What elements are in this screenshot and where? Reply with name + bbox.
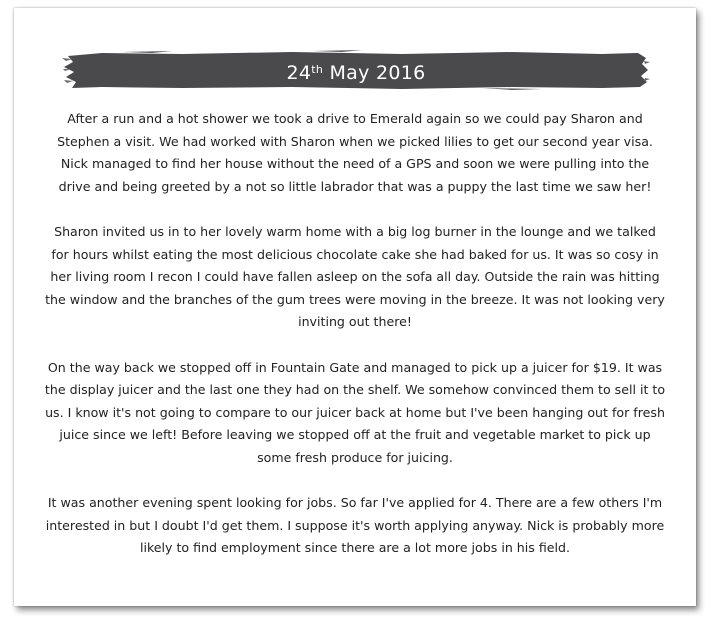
paragraph-1: After a run and a hot shower we took a drive to Emerald again so we could pay Sharon and Stephen a visit. We had worked with Sharon when we picked lilies to get our second year visa. Nick managed to find her house without the need of a GPS and soon we were pulling into the drive and being greeted by a not so little labrador that was a puppy the last time we saw her! bbox=[57, 111, 653, 194]
date-day: 24 bbox=[286, 62, 312, 84]
entry-date-title bbox=[62, 42, 650, 98]
journal-entry-text bbox=[44, 108, 666, 582]
paragraph-4: It was another evening spent looking for jobs. So far I've applied for 4. There are a few others I'm interested in but I doubt I'd get them. I suppose it's worth applying anyway. Nick is probably more likely to find employment since there are a lot more jobs in his field. bbox=[45, 495, 665, 556]
date-month-year: May 2016 bbox=[323, 62, 426, 84]
date-suffix: th bbox=[311, 63, 324, 76]
paragraph-3: On the way back we stopped off in Fountain Gate and managed to pick up a juicer for $19. It was the display juicer and the last one they had on the shelf. We somehow convinced them to sell it to us. I know it's not going to compare to our juicer back at home but I've been hanging out for fresh juice since we left! Before leaving we stopped off at the fruit and vegetable market to pick up some fresh produce for juicing. bbox=[44, 359, 666, 465]
journal-page bbox=[14, 8, 696, 606]
date-banner bbox=[62, 42, 650, 98]
paragraph-2: Sharon invited us in to her lovely warm home with a big log burner in the lounge and we talked for hours whilst eating the most delicious chocolate cake she had baked for us. It was so cosy in her living room I recon I could have fallen asleep on the sofa all day. Outside the rain was hitting the window and the branches of the gum trees were moving in the breeze. It was not looking very inviting out there! bbox=[45, 223, 665, 330]
